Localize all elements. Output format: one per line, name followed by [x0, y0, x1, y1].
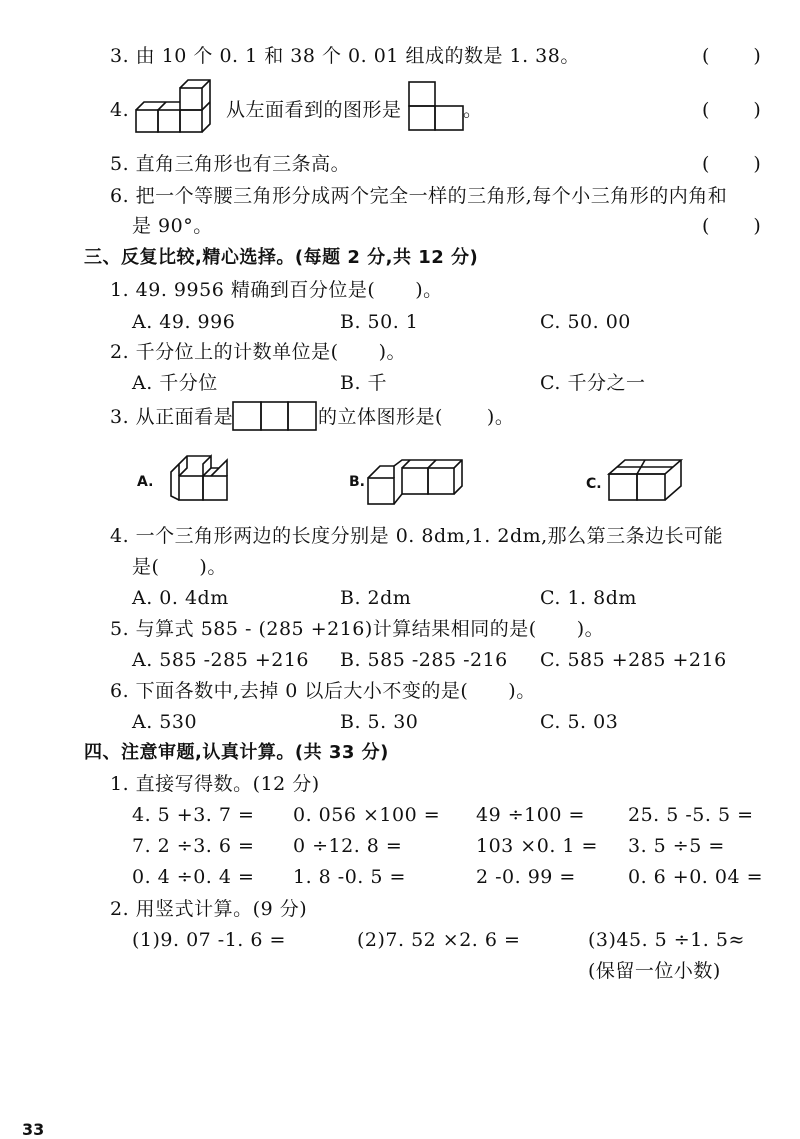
vertical-calc-2[interactable]: (2)7. 52 ×2. 6 =	[357, 929, 521, 951]
paren-close: )	[753, 45, 761, 67]
calc-2-3[interactable]: 0. 6 +0. 04 =	[628, 866, 764, 888]
s3-q6-opt-c[interactable]: C. 5. 03	[540, 711, 619, 733]
calc-0-1[interactable]: 0. 056 ×100 =	[293, 804, 441, 826]
s3-q3-label-a[interactable]: A.	[137, 474, 154, 490]
calc-2-1[interactable]: 1. 8 -0. 5 =	[293, 866, 406, 888]
s3-q5-text: 5. 与算式 585 - (285 +216)计算结果相同的是(	[110, 618, 537, 640]
cube-stack-figure	[132, 80, 222, 140]
judge-q4-text: 从左面看到的图形是	[226, 99, 402, 121]
calc-2-2[interactable]: 2 -0. 99 =	[476, 866, 576, 888]
left-view-figure	[407, 80, 469, 134]
s3-q4-opt-c[interactable]: C. 1. 8dm	[540, 587, 637, 609]
s3-q3-post	[318, 405, 514, 429]
s3-q6	[110, 679, 536, 703]
s3-q2	[110, 340, 406, 364]
calc-0-0[interactable]: 4. 5 +3. 7 =	[132, 804, 255, 826]
section3-title: 三、反复比较,精心选择。(每题 2 分,共 12 分)	[84, 247, 479, 268]
s3-q1-opt-a[interactable]: A. 49. 996	[132, 311, 236, 333]
judge-q3: 3. 由 10 个 0. 1 和 38 个 0. 01 组成的数是 1. 38。	[110, 45, 580, 67]
s3-q6-end: )。	[508, 680, 536, 702]
vertical-calc-3-note: (保留一位小数)	[588, 960, 721, 982]
s3-q1-opt-b[interactable]: B. 50. 1	[340, 311, 419, 333]
s3-q6-text: 6. 下面各数中,去掉 0 以后大小不变的是(	[110, 680, 469, 702]
s3-q3-label-b[interactable]: B.	[349, 474, 365, 490]
vertical-calc-1[interactable]: (1)9. 07 -1. 6 =	[132, 929, 286, 951]
s3-q2-text: 2. 千分位上的计数单位是(	[110, 341, 339, 363]
answer-paren-q4[interactable]	[702, 98, 761, 122]
calc-0-2[interactable]: 49 ÷100 =	[476, 804, 585, 826]
paren-open: (	[702, 99, 710, 121]
calc-0-3[interactable]: 25. 5 -5. 5 =	[628, 804, 754, 826]
s3-q4-line2	[132, 555, 227, 579]
s3-q1-end: )。	[415, 279, 443, 301]
paren-close: )	[753, 99, 761, 121]
calc-1-0[interactable]: 7. 2 ÷3. 6 =	[132, 835, 255, 857]
s3-q1-opt-c[interactable]: C. 50. 00	[540, 311, 631, 333]
s3-q4-end: )。	[199, 556, 227, 578]
calc-2-0[interactable]: 0. 4 ÷0. 4 =	[132, 866, 255, 888]
s3-q1	[110, 278, 443, 302]
s3-q3-label-c[interactable]: C.	[586, 476, 602, 492]
page-number: 33	[22, 1120, 45, 1139]
vertical-calc-3[interactable]: (3)45. 5 ÷1. 5≈	[588, 929, 745, 951]
s3-q2-opt-c[interactable]: C. 千分之一	[540, 372, 646, 394]
section4-title: 四、注意审题,认真计算。(共 33 分)	[84, 742, 389, 763]
s3-q4-line2-text: 是(	[132, 556, 160, 578]
judge-q5: 5. 直角三角形也有三条高。	[110, 153, 351, 175]
paren-close: )	[753, 153, 761, 175]
s4-q2: 2. 用竖式计算。(9 分)	[110, 898, 308, 920]
s3-q2-opt-b[interactable]: B. 千	[340, 372, 388, 394]
judge-q6-line1: 6. 把一个等腰三角形分成两个完全一样的三角形,每个小三角形的内角和	[110, 185, 728, 207]
option-a-figure[interactable]	[163, 450, 233, 506]
s3-q3-post-text: 的立体图形是(	[318, 406, 443, 428]
s3-q4-line1: 4. 一个三角形两边的长度分别是 0. 8dm,1. 2dm,那么第三条边长可能	[110, 525, 724, 547]
s3-q5-opt-c[interactable]: C. 585 +285 +216	[540, 649, 727, 671]
calc-1-1[interactable]: 0 ÷12. 8 =	[293, 835, 403, 857]
answer-paren-q3[interactable]	[702, 44, 761, 68]
s3-q5	[110, 617, 604, 641]
s3-q5-opt-a[interactable]: A. 585 -285 +216	[132, 649, 310, 671]
s3-q5-opt-b[interactable]: B. 585 -285 -216	[340, 649, 508, 671]
s3-q4-opt-b[interactable]: B. 2dm	[340, 587, 412, 609]
s3-q3-pre: 3. 从正面看是	[110, 406, 234, 428]
s3-q3-end: )。	[486, 406, 515, 428]
answer-paren-q6[interactable]	[702, 214, 761, 238]
s3-q6-opt-b[interactable]: B. 5. 30	[340, 711, 419, 733]
s3-q6-opt-a[interactable]: A. 530	[132, 711, 198, 733]
paren-open: (	[702, 153, 710, 175]
judge-q4-number: 4.	[110, 99, 130, 121]
judge-q4-end: 。	[463, 99, 483, 121]
paren-open: (	[702, 45, 710, 67]
s3-q2-end: )。	[378, 341, 407, 363]
s3-q2-opt-a[interactable]: A. 千分位	[132, 372, 218, 394]
paren-open: (	[702, 215, 710, 237]
judge-q6-line2: 是 90°。	[132, 215, 213, 237]
s3-q5-end: )。	[576, 618, 605, 640]
s3-q1-text: 1. 49. 9956 精确到百分位是(	[110, 279, 376, 301]
option-c-figure[interactable]	[605, 456, 685, 506]
front-view-figure	[232, 401, 318, 433]
calc-1-2[interactable]: 103 ×0. 1 =	[476, 835, 598, 857]
answer-paren-q5[interactable]	[702, 152, 761, 176]
s3-q4-opt-a[interactable]: A. 0. 4dm	[132, 587, 229, 609]
option-b-figure[interactable]	[366, 458, 466, 506]
paren-close: )	[753, 215, 761, 237]
s4-q1: 1. 直接写得数。(12 分)	[110, 773, 320, 795]
calc-1-3[interactable]: 3. 5 ÷5 =	[628, 835, 725, 857]
